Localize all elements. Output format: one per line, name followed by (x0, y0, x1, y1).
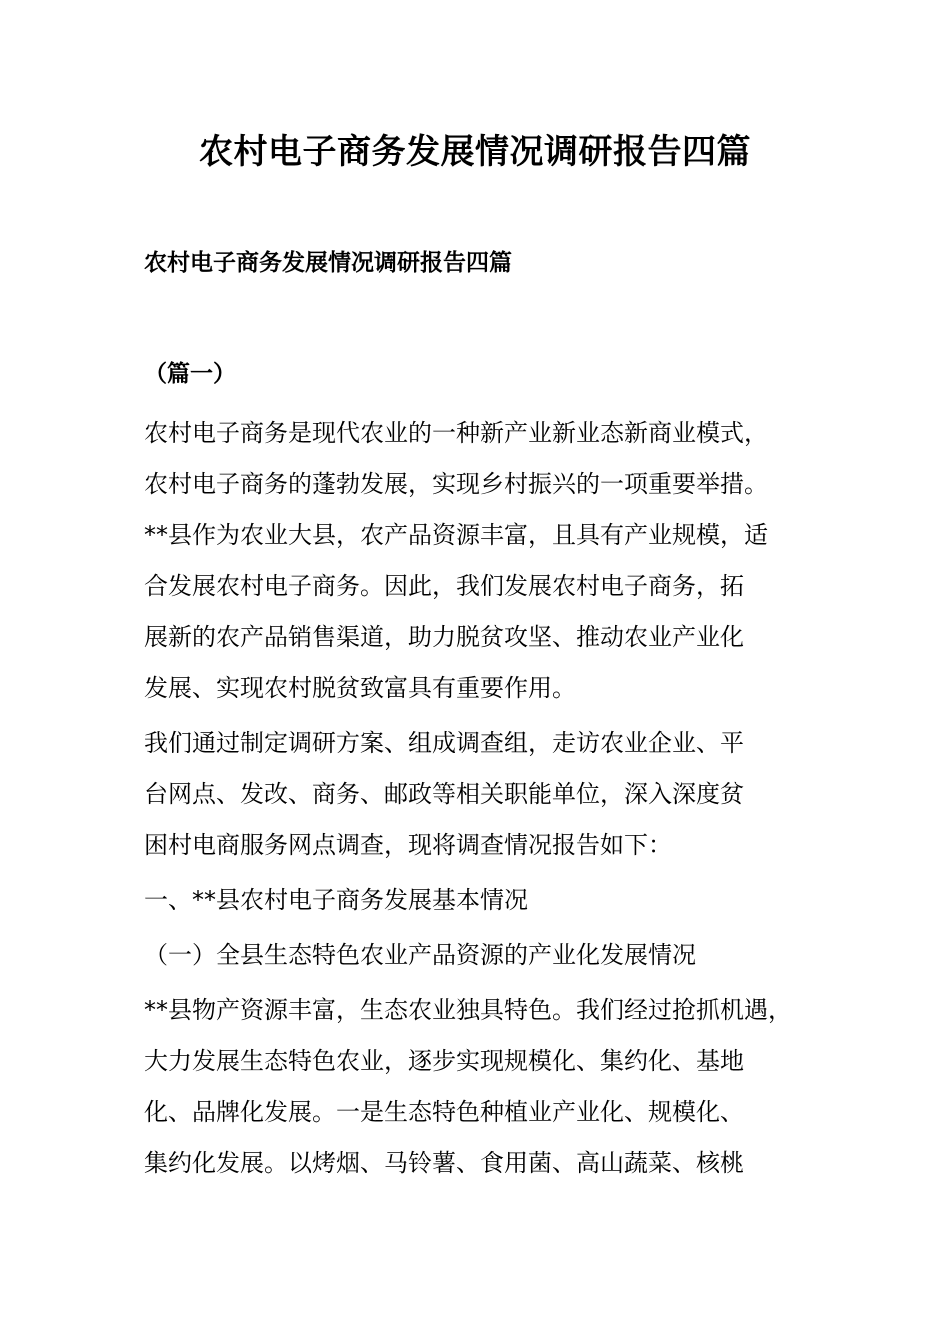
section-label: （篇一） (144, 361, 236, 387)
document-subtitle: 农村电子商务发展情况调研报告四篇 (144, 250, 512, 276)
text-line: **县作为农业大县，农产品资源丰富，且具有产业规模，适 (144, 521, 768, 549)
text-line: 大力发展生态特色农业，逐步实现规模化、集约化、基地 (144, 1047, 744, 1075)
paragraph-2 (144, 718, 834, 871)
text-line: 农村电子商务的蓬勃发展，实现乡村振兴的一项重要举措。 (144, 470, 768, 498)
text-line: 我们通过制定调研方案、组成调查组，走访农业企业、平 (144, 729, 744, 757)
paragraph-1 (144, 408, 834, 714)
heading-1-1: （一）全县生态特色农业产品资源的产业化发展情况 (144, 941, 696, 969)
heading-1: 一、**县农村电子商务发展基本情况 (144, 886, 528, 914)
document-title: 农村电子商务发展情况调研报告四篇 (199, 132, 751, 172)
text-line: 农村电子商务是现代农业的一种新产业新业态新商业模式， (144, 419, 768, 447)
text-line: 发展、实现农村脱贫致富具有重要作用。 (144, 674, 576, 702)
text-line: 困村电商服务网点调查，现将调查情况报告如下： (144, 831, 672, 859)
text-line: **县物产资源丰富，生态农业独具特色。我们经过抢抓机遇， (144, 996, 792, 1024)
text-line: 展新的农产品销售渠道，助力脱贫攻坚、推动农业产业化 (144, 623, 744, 651)
paragraph-3 (144, 985, 834, 1189)
text-line: 化、品牌化发展。一是生态特色种植业产业化、规模化、 (144, 1098, 744, 1126)
text-line: 台网点、发改、商务、邮政等相关职能单位，深入深度贫 (144, 780, 744, 808)
text-line: 集约化发展。以烤烟、马铃薯、食用菌、高山蔬菜、核桃 (144, 1149, 744, 1177)
document-body (144, 408, 834, 1193)
text-line: 合发展农村电子商务。因此，我们发展农村电子商务，拓 (144, 572, 744, 600)
